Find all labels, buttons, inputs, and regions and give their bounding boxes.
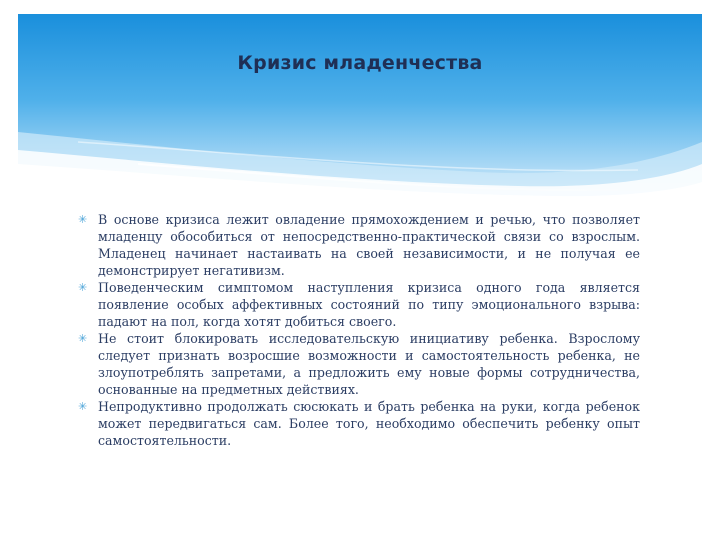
bullet-text-2: Поведенческим симптомом наступления кризиса одного года является появление особых аффективных состояний по типу эмоционального взрыва: падают на пол, когда хотят добиться своего.	[98, 280, 640, 329]
bullet-text-4: Непродуктивно продолжать сюсюкать и брать ребенка на руки, когда ребенок может передвигаться сам. Более того, необходимо обеспечить ребенку опыт самостоятельности.	[98, 399, 640, 448]
slide-title: Кризис младенчества	[237, 52, 483, 74]
header-wave-graphic	[18, 14, 702, 204]
bullet-item-4	[78, 398, 640, 449]
bullet-text-1: В основе кризиса лежит овладение прямохождением и речью, что позволяет младенцу обособиться от непосредственно-практической связи со взрослым. Младенец начинает настаивать на своей независимости, и не получая ее демонстрирует негативизм.	[98, 212, 640, 278]
header-wave-band	[18, 14, 702, 204]
bullet-item-1	[78, 211, 640, 279]
asterisk-icon: ✳	[78, 281, 88, 294]
asterisk-icon: ✳	[78, 332, 88, 345]
bullet-text-3: Не стоит блокировать исследовательскую инициативу ребенка. Взрослому следует признать возросшие возможности и самостоятельность ребенка, не злоупотреблять запретами, а предложить ему новые формы сотрудничества, основанные на предметных действиях.	[98, 331, 640, 397]
asterisk-icon: ✳	[78, 213, 88, 226]
bullet-item-3	[78, 330, 640, 398]
bullet-list	[78, 211, 640, 449]
bullet-item-2	[78, 279, 640, 330]
asterisk-icon: ✳	[78, 400, 88, 413]
